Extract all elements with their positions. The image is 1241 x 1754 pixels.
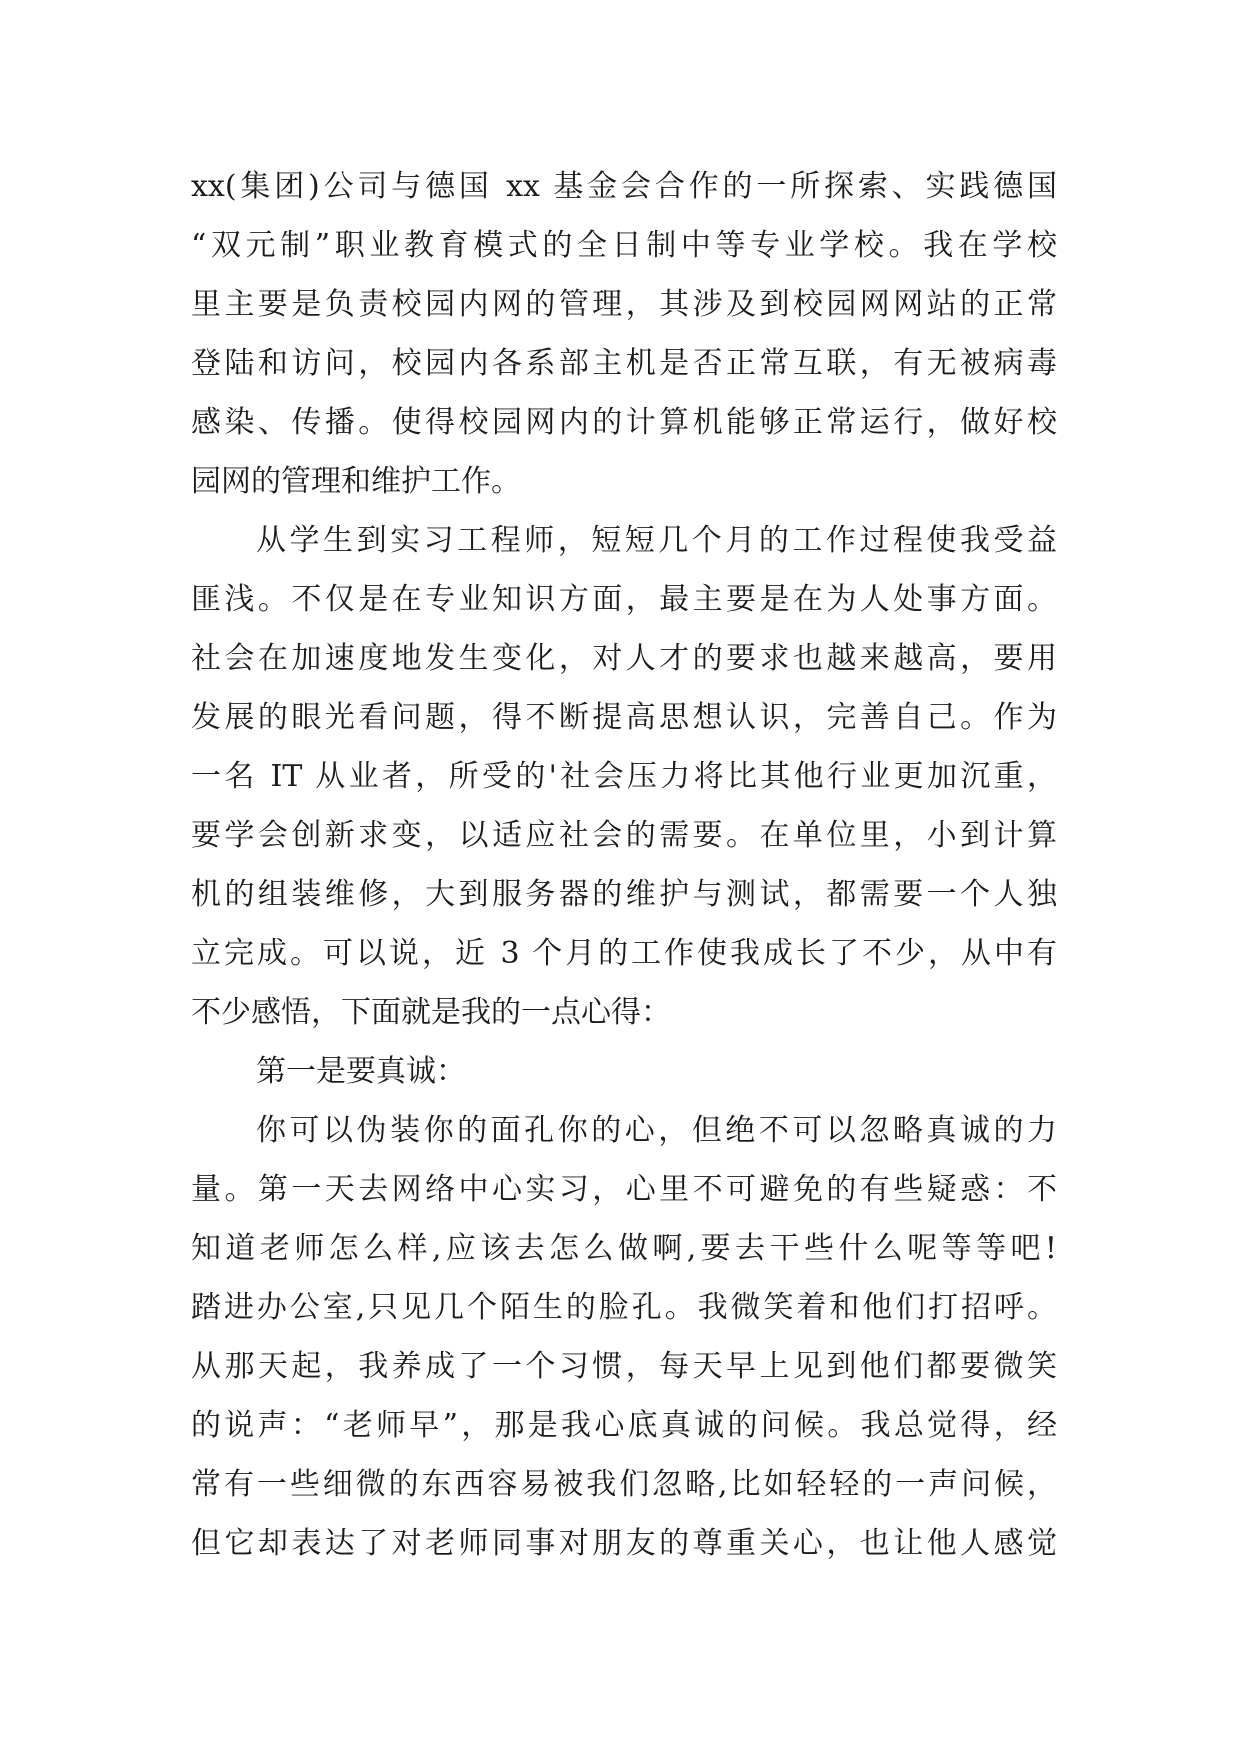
text-line: 踏进办公室,只见几个陌生的脸孔。我微笑着和他们打招呼。 [191, 1290, 1057, 1325]
paragraph [191, 511, 1057, 1042]
text-line: 但它却表达了对老师同事对朋友的尊重关心，也让他人感觉 [191, 1526, 1057, 1561]
text-line: 立完成。可以说，近 3 个月的工作使我成长了不少，从中有 [191, 936, 1057, 971]
section-heading [191, 1042, 1057, 1101]
text-line: 你可以伪装你的面孔你的心，但绝不可以忽略真诚的力 [256, 1113, 1057, 1148]
text-line: 社会在加速度地发生变化，对人才的要求也越来越高，要用 [191, 641, 1057, 676]
text-line: 知道老师怎么样,应该去怎么做啊,要去干些什么呢等等吧! [191, 1231, 1057, 1266]
text-line: 匪浅。不仅是在专业知识方面，最主要是在为人处事方面。 [191, 582, 1057, 617]
text-line: 从那天起，我养成了一个习惯，每天早上见到他们都要微笑 [191, 1349, 1057, 1384]
text-line: 园网的管理和维护工作。 [191, 464, 521, 499]
text-line: 量。第一天去网络中心实习，心里不可避免的有些疑惑：不 [191, 1172, 1057, 1207]
text-line: xx(集团)公司与德国 xx 基金会合作的一所探索、实践德国 [191, 169, 1057, 204]
paragraph [191, 157, 1057, 511]
text-line: 的说声：“老师早”，那是我心底真诚的问候。我总觉得，经 [191, 1408, 1057, 1443]
paragraph [191, 1101, 1057, 1573]
text-line: 登陆和访问，校园内各系部主机是否正常互联，有无被病毒 [191, 346, 1057, 381]
text-line: 感染、传播。使得校园网内的计算机能够正常运行，做好校 [191, 405, 1057, 440]
text-line: 一名 IT 从业者，所受的'社会压力将比其他行业更加沉重， [191, 759, 1057, 794]
text-line: 常有一些细微的东西容易被我们忽略,比如轻轻的一声问候， [191, 1467, 1057, 1502]
text-line: 从学生到实习工程师，短短几个月的工作过程使我受益 [256, 523, 1057, 558]
text-line: 机的组装维修，大到服务器的维护与测试，都需要一个人独 [191, 877, 1057, 912]
document-body [191, 157, 1057, 1573]
text-line: 第一是要真诚： [256, 1054, 466, 1089]
text-line: 发展的眼光看问题，得不断提高思想认识，完善自己。作为 [191, 700, 1057, 735]
text-line: “双元制”职业教育模式的全日制中等专业学校。我在学校 [191, 228, 1057, 263]
text-line: 里主要是负责校园内网的管理，其涉及到校园网网站的正常 [191, 287, 1057, 322]
text-line: 要学会创新求变，以适应社会的需要。在单位里，小到计算 [191, 818, 1057, 853]
text-line: 不少感悟，下面就是我的一点心得： [191, 995, 671, 1030]
